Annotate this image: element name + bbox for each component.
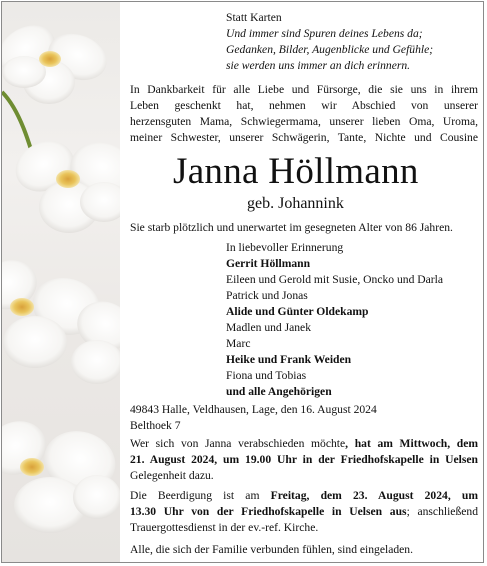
mourner-line: Gerrit Höllmann [226, 257, 311, 270]
statt-karten: Statt Karten [226, 11, 282, 24]
deceased-name: Janna Höllmann [173, 151, 419, 192]
mourner-line: Alide und Günter Oldekamp [226, 305, 369, 318]
intro-line: herzensguten Mama, Schwiegermama, unserer lieben Oma, Uroma, [130, 115, 478, 128]
farewell-bold: , hat am Mittwoch, dem [345, 437, 478, 450]
intro-line: Leben geschenkt hat, nehmen wir Abschied von unserer [130, 99, 478, 112]
mourner-line: Eileen und Gerold mit Susie, Oncko und Darla [226, 273, 444, 286]
orchid-photo [2, 2, 120, 563]
address-line: Belthoek 7 [130, 419, 181, 432]
funeral-line: Trauergottesdienst in der ev.-ref. Kirche. [130, 521, 319, 534]
mourner-line: Patrick und Jonas [226, 289, 308, 302]
intro-line: meiner Schwester, unserer Schwägerin, Tante, Nichte und Cousine [130, 131, 478, 144]
funeral-bold: Freitag, dem 23. August 2024, um [270, 489, 478, 502]
poem-line: Und immer sind Spuren deines Lebens da; [226, 27, 423, 40]
mourner-line: Fiona und Tobias [226, 369, 307, 382]
farewell-text: Wer sich von Janna verabschieden möchte [130, 437, 346, 450]
mourner-line: Madlen und Janek [226, 321, 312, 334]
funeral-text: ; anschließend [406, 505, 478, 518]
funeral-line [130, 504, 478, 520]
poem-line: sie werden uns immer an dich erinnern. [226, 59, 411, 72]
closing-line: Alle, die sich der Familie verbunden fühlen, sind eingeladen. [130, 543, 413, 556]
farewell-line: 21. August 2024, um 19.00 Uhr in der Friedhofskapelle in Uelsen [130, 453, 478, 466]
mourner-line: Heike und Frank Weiden [226, 353, 352, 366]
funeral-text: Die Beerdigung ist am [130, 489, 271, 502]
mourner-line: und alle Angehörigen [226, 385, 332, 398]
intro-line: In Dankbarkeit für alle Liebe und Fürsorge, die sie uns in ihrem [130, 83, 478, 96]
farewell-line: Gelegenheit dazu. [130, 469, 214, 482]
farewell-line [130, 436, 478, 452]
address-line: 49843 Halle, Veldhausen, Lage, den 16. August 2024 [130, 403, 377, 416]
mourners-intro: In liebevoller Erinnerung [226, 241, 344, 254]
mourner-line: Marc [226, 337, 251, 350]
obituary-frame [1, 1, 484, 563]
birth-name: geb. Johannink [247, 195, 344, 212]
funeral-bold: 13.30 Uhr von der Friedhofskapelle in Uelsen aus [130, 505, 407, 518]
funeral-line [130, 488, 478, 504]
poem-line: Gedanken, Bilder, Augenblicke und Gefühle; [226, 43, 434, 56]
orchid-image [2, 2, 120, 563]
death-note: Sie starb plötzlich und unerwartet im gesegneten Alter von 86 Jahren. [130, 221, 453, 234]
